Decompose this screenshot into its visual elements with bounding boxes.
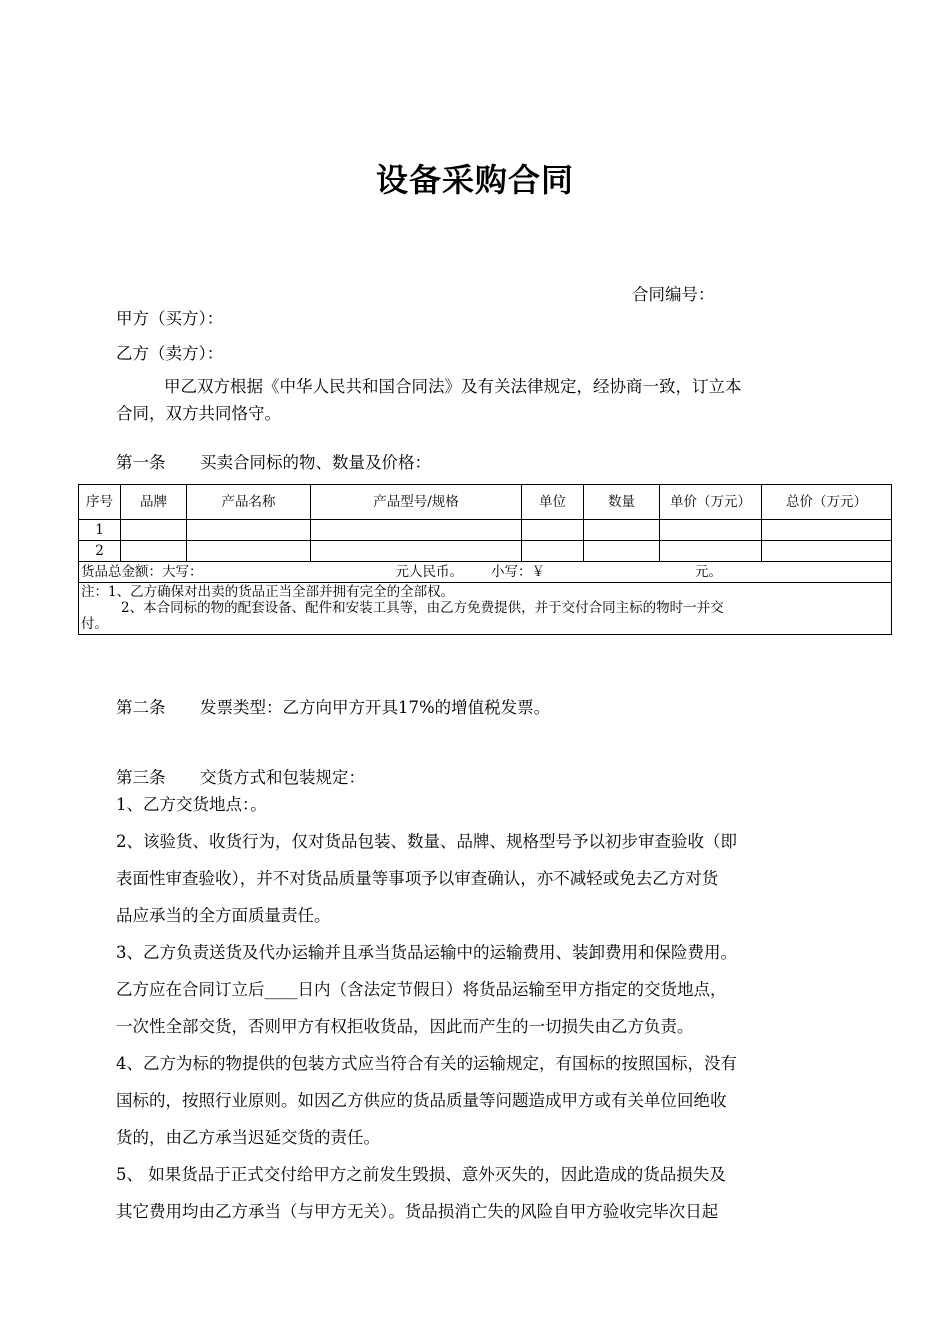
document-title: 设备采购合同 — [375, 161, 574, 199]
header-cell-quantity: 数量 — [584, 485, 660, 520]
article-3-line: 乙方应在合同订立后____日内（含法定节假日）将货品运输至甲方指定的交货地点， — [116, 980, 727, 999]
party-b-label: 乙方（卖方）： — [116, 344, 224, 363]
article-3-line: 国标的，按照行业原则。如因乙方供应的货品质量等问题造成甲方或有关单位回绝收 — [116, 1091, 727, 1110]
article-3-line: 3、乙方负责送货及代办运输并且承当货品运输中的运输费用、装卸费用和保险费用。 — [116, 943, 737, 962]
article-3-body — [116, 786, 838, 1230]
article-3-heading: 交货方式和包装规定： — [200, 768, 365, 787]
total-currency-text: 元人民币。 — [395, 563, 463, 580]
note-line-1: 注：1、乙方确保对出卖的货品正当全部并拥有完全的全部权。 — [81, 584, 455, 600]
header-cell-total-price: 总价（万元） — [762, 485, 892, 520]
note-cell — [79, 583, 892, 635]
table-cell — [311, 541, 522, 562]
header-cell-unit: 单位 — [522, 485, 584, 520]
header-cell-brand: 品牌 — [121, 485, 187, 520]
article-1-number: 第一条 — [116, 453, 166, 472]
table-row — [79, 520, 892, 541]
table-cell — [522, 541, 584, 562]
article-3-number: 第三条 — [116, 768, 166, 787]
table-cell — [311, 520, 522, 541]
table-cell: 2 — [79, 541, 121, 562]
contract-number-label: 合同编号： — [632, 285, 715, 304]
article-3-line: 4、乙方为标的物提供的包装方式应当符合有关的运输规定，有国标的按照国标，没有 — [116, 1054, 737, 1073]
total-small-label: 小写：￥ — [491, 563, 545, 580]
table-cell — [187, 520, 311, 541]
header-cell-product-name: 产品名称 — [187, 485, 311, 520]
table-cell — [584, 520, 660, 541]
header-cell-unit-price: 单价（万元） — [660, 485, 762, 520]
table-cell — [584, 541, 660, 562]
table-note-row — [79, 583, 892, 635]
preamble-line-1: 甲乙双方根据《中华人民共和国合同法》及有关法律规定，经协商一致，订立本 — [164, 377, 742, 396]
article-3-line: 一次性全部交货，否则甲方有权拒收货品，因此而产生的一切损失由乙方负责。 — [116, 1017, 694, 1036]
note-line-3: 付。 — [81, 616, 108, 632]
article-3-line: 1、乙方交货地点：。 — [116, 795, 267, 814]
party-a-label: 甲方（买方）： — [116, 309, 224, 328]
article-3-line: 品应承当的全方面质量责任。 — [116, 906, 331, 925]
table-cell — [187, 541, 311, 562]
table-cell — [121, 520, 187, 541]
table-cell — [660, 520, 762, 541]
table-cell — [121, 541, 187, 562]
table-total-row — [79, 562, 892, 583]
table-row — [79, 541, 892, 562]
total-amount-label: 货品总金额：大写： — [81, 563, 203, 580]
goods-table — [78, 484, 892, 635]
note-line-2: 2、本合同标的物的配套设备、配件和安装工具等，由乙方免费提供，并于交付合同主标的物时一并交 — [121, 600, 724, 616]
article-3-line: 2、该验货、收货行为，仅对货品包装、数量、品牌、规格型号予以初步审查验收（即 — [116, 832, 737, 851]
table-header-row — [79, 485, 892, 520]
article-2-text: 发票类型：乙方向甲方开具17%的增值税发票。 — [200, 698, 551, 717]
table-cell — [762, 520, 892, 541]
article-3-line: 5、 如果货品于正式交付给甲方之前发生毁损、意外灭失的，因此造成的货品损失及 — [116, 1165, 726, 1184]
header-cell-index: 序号 — [79, 485, 121, 520]
article-2-number: 第二条 — [116, 698, 166, 717]
article-1-heading: 买卖合同标的物、数量及价格： — [200, 453, 431, 472]
article-3-line: 其它费用均由乙方承当（与甲方无关）。货品损消亡失的风险自甲方验收完毕次日起 — [116, 1202, 719, 1221]
total-amount-cell — [79, 562, 892, 583]
article-3-line: 货的，由乙方承当迟延交货的责任。 — [116, 1128, 380, 1147]
preamble-line-2: 合同，双方共同恪守。 — [116, 404, 281, 423]
table-cell — [762, 541, 892, 562]
total-yuan-text: 元。 — [695, 563, 722, 580]
header-cell-model: 产品型号/规格 — [311, 485, 522, 520]
table-cell — [522, 520, 584, 541]
table-cell: 1 — [79, 520, 121, 541]
table-cell — [660, 541, 762, 562]
article-3-line: 表面性审查验收），并不对货品质量等事项予以审查确认，亦不减轻或免去乙方对货 — [116, 869, 719, 888]
